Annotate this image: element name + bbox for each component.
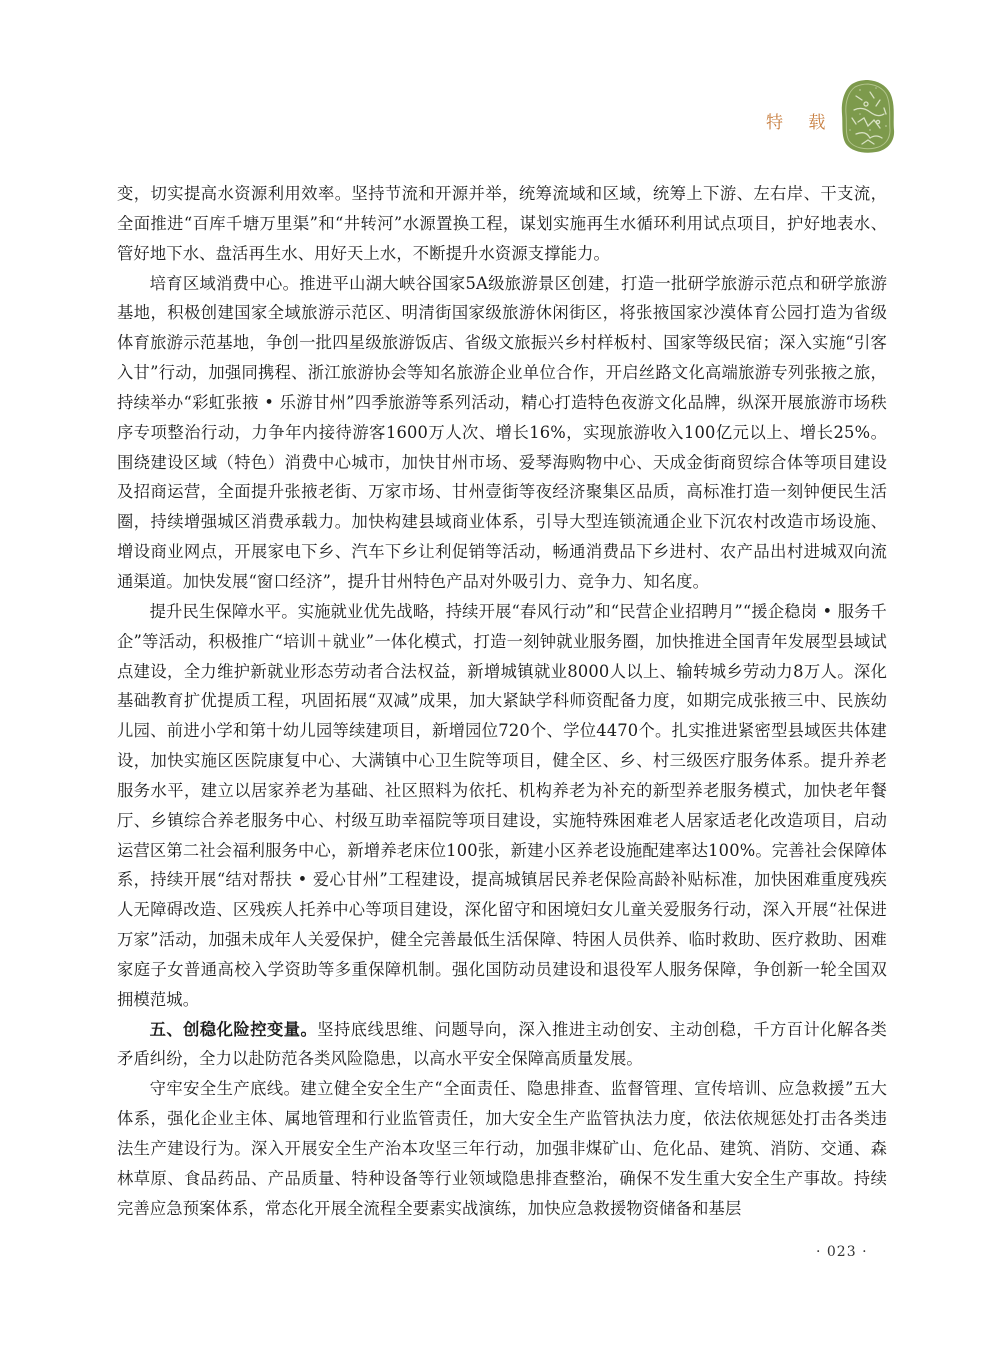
paragraph	[117, 269, 887, 597]
seal-icon	[840, 78, 896, 154]
page-number: · 023 ·	[816, 1244, 868, 1260]
paragraph	[117, 1015, 887, 1075]
paragraph-text: 坚持底线思维、问题导向，深入推进主动创安、主动创稳，千方百计化解各类矛盾纠纷，全力以赴防范各类风险隐患，以高水平安全保障高质量发展。	[117, 1019, 887, 1069]
section-heading: 五、创稳化险控变量。	[149, 1019, 318, 1039]
paragraph-text: 守牢安全生产底线。建立健全安全生产“全面责任、隐患排查、监督管理、宣传培训、应急救援”五大体系，强化企业主体、属地管理和行业监管责任，加大安全生产监管执法力度，依法依规惩处打击各类违法生产建设行为。深入开展安全生产治本攻坚三年行动，加强非煤矿山、危化品、建筑、消防、交通、森林草原、食品药品、产品质量、特种设备等行业领域隐患排查整治，确保不发生重大安全生产事故。持续完善应急预案体系，常态化开展全流程全要素实战演练，加快应急救援物资储备和基层	[117, 1079, 887, 1218]
paragraph	[117, 597, 887, 1015]
body-text	[117, 179, 887, 1224]
section-tag: 特 载	[766, 113, 836, 133]
paragraph	[117, 1074, 887, 1223]
paragraph-text: 培育区域消费中心。推进平山湖大峡谷国家5A级旅游景区创建，打造一批研学旅游示范点和研学旅游基地，积极创建国家全域旅游示范区、明清街国家级旅游休闲街区，将张掖国家沙漠体育公园打造为省级体育旅游示范基地，争创一批四星级旅游饭店、省级文旅振兴乡村样板村、国家等级民宿；深入实施“引客入甘”行动，加强同携程、浙江旅游协会等知名旅游企业单位合作，开启丝路文化高端旅游专列张掖之旅，持续举办“彩虹张掖 • 乐游甘州”四季旅游等系列活动，精心打造特色夜游文化品牌，纵深开展旅游市场秩序专项整治行动，力争年内接待游客1600万人次、增长16%，实现旅游收入100亿元以上、增长25%。围绕建设区域（特色）消费中心城市，加快甘州市场、爱琴海购物中心、天成金街商贸综合体等项目建设及招商运营，全面提升张掖老街、万家市场、甘州壹街等夜经济聚集区品质，高标准打造一刻钟便民生活圈，持续增强城区消费承载力。加快构建县域商业体系，引导大型连锁流通企业下沉农村改造市场设施、增设商业网点，开展家电下乡、汽车下乡让利促销等活动，畅通消费品下乡进村、农产品出村进城双向流通渠道。加快发展“窗口经济”，提升甘州特色产品对外吸引力、竞争力、知名度。	[117, 273, 887, 591]
paragraph-text: 变，切实提高水资源利用效率。坚持节流和开源并举，统筹流域和区域，统筹上下游、左右岸、干支流，全面推进“百库千塘万里渠”和“井转河”水源置换工程，谋划实施再生水循环利用试点项目，护好地表水、管好地下水、盘活再生水、用好天上水，不断提升水资源支撑能力。	[117, 184, 887, 263]
paragraph	[117, 179, 887, 269]
paragraph-text: 提升民生保障水平。实施就业优先战略，持续开展“春风行动”和“民营企业招聘月”“援企稳岗 • 服务千企”等活动，积极推广“培训＋就业”一体化模式，打造一刻钟就业服务圈，加快推进全国青年发展型县域试点建设，全力维护新就业形态劳动者合法权益，新增城镇就业8000人以上、输转城乡劳动力8万人。深化基础教育扩优提质工程，巩固拓展“双减”成果，加大紧缺学科师资配备力度，如期完成张掖三中、民族幼儿园、前进小学和第十幼儿园等续建项目，新增园位720个、学位4470个。扎实推进紧密型县域医共体建设，加快实施区医院康复中心、大满镇中心卫生院等项目，健全区、乡、村三级医疗服务体系。提升养老服务水平，建立以居家养老为基础、社区照料为依托、机构养老为补充的新型养老服务模式，加快老年餐厅、乡镇综合养老服务中心、村级互助幸福院等项目建设，实施特殊困难老人居家适老化改造项目，启动运营区第二社会福利服务中心，新增养老床位100张，新建小区养老设施配建率达100%。完善社会保障体系，持续开展“结对帮扶 • 爱心甘州”工程建设，提高城镇居民养老保险高龄补贴标准，加快困难重度残疾人无障碍改造、区残疾人托养中心等项目建设，深化留守和困境妇女儿童关爱服务行动，深入开展“社保进万家”活动，加强未成年人关爱保护，健全完善最低生活保障、特困人员供养、临时救助、医疗救助、困难家庭子女普通高校入学资助等多重保障机制。强化国防动员建设和退役军人服务保障，争创新一轮全国双拥模范城。	[117, 601, 887, 1009]
